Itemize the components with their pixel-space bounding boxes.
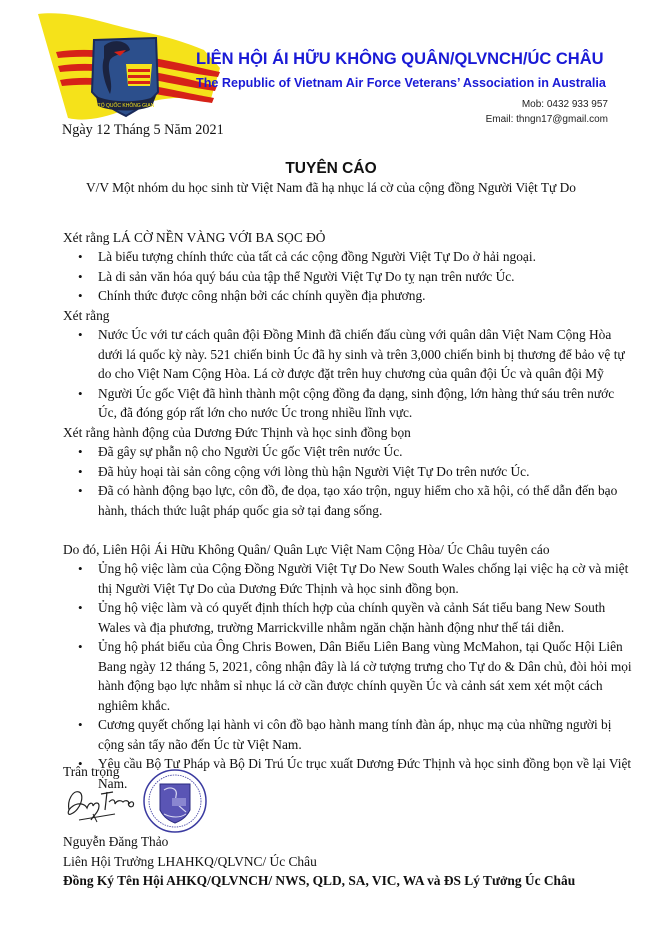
- list-item: • Đã có hành động bạo lực, côn đồ, đe dọa, tạo xáo trộn, nguy hiểm cho xã hội, có thể dẫn đến bạo hành, thách thức luật pháp quốc gia sở tại đang sống.: [63, 481, 633, 520]
- list-item: • Đã gây sự phẫn nộ cho Người Úc gốc Việt trên nước Úc.: [63, 442, 633, 462]
- signer-name: Nguyễn Đăng Thảo: [63, 834, 169, 849]
- org-name-vietnamese: LIÊN HỘI ÁI HỮU KHÔNG QUÂN/QLVNCH/ÚC CHÂU: [196, 50, 604, 68]
- cosigners: Đồng Ký Tên Hội AHKQ/QLVNCH/ NWS, QLD, SA, VIC, WA và ĐS Lý Tưởng Úc Châu: [63, 873, 576, 888]
- list-item: • Là di sản văn hóa quý báu của tập thể Người Việt Tự Do tỵ nạn trên nước Úc.: [63, 267, 633, 287]
- section-heading: Xét rằng LÁ CỜ NỀN VÀNG VỚI BA SỌC ĐỎ: [63, 229, 326, 245]
- list-item: • Ủng hộ phát biểu của Ông Chris Bowen, Dân Biểu Liên Bang vùng McMahon, tại Quốc Hội Liên Bang ngày 12 tháng 5, 2021, công nhận đây là lá cờ tượng trưng cho Tự do & Dân chủ, đòi hỏi mọi hành động bạo lực nhằm sỉ nhục lá cờ cần được chính quyền Úc và cảnh sát xem xét một cách nghiêm khắc.: [63, 637, 633, 715]
- signer-block: [63, 832, 575, 891]
- list-item: • Ủng hộ việc làm và có quyết định thích hợp của chính quyền và cảnh Sát tiểu bang New South Wales và địa phương, trường Marrickville nhằm ngăn chặn hành động như thế tái diễn.: [63, 598, 633, 637]
- bullet-list: [63, 442, 633, 520]
- signature-icon: [63, 780, 141, 826]
- section-heading: Do đó, Liên Hội Ái Hữu Không Quân/ Quân Lực Việt Nam Cộng Hòa/ Úc Châu tuyên cáo: [63, 541, 550, 557]
- document-body: [63, 208, 633, 793]
- list-item: • Nước Úc với tư cách quân đội Đồng Minh đã chiến đấu cùng với quân dân Việt Nam Cộng Hòa dưới lá quốc kỳ này. 521 chiến binh Úc đã hy sinh và trên 3,000 chiến binh bị thương để bảo vệ tự do cho Việt Nam Cộng Hòa. Lá cờ được đặt trên huy chương của quân đội Úc và quân đội Mỹ: [63, 325, 633, 384]
- document-title: TUYÊN CÁO: [285, 160, 377, 177]
- bullet-list: [63, 325, 633, 423]
- bullet-list: [63, 247, 633, 306]
- document-subtitle: V/V Một nhóm du học sinh từ Việt Nam đã hạ nhục lá cờ của cộng đồng Người Việt Tự Do: [85, 180, 577, 195]
- list-item: • Đã hủy hoại tài sản công cộng với lòng thù hận Người Việt Tự Do trên nước Úc.: [63, 462, 633, 482]
- section-heading: Xét rằng: [63, 307, 110, 323]
- list-item: • Chính thức được công nhận bởi các chính quyền địa phương.: [63, 286, 633, 306]
- list-item: • Cương quyết chống lại hành vi côn đồ bạo hành mang tính đàn áp, nhục mạ của những người bị cộng sản tẩy não đến Úc từ Việt Nam.: [63, 715, 633, 754]
- list-item: • Yêu cầu Bộ Tư Pháp và Bộ Di Trú Úc trục xuất Dương Đức Thịnh và học sinh đồng bọn về lại Việt Nam.: [63, 754, 633, 793]
- list-item: • Ủng hộ việc làm của Cộng Đồng Người Việt Tự Do New South Wales chống lại việc hạ cờ và miệt thị Người Việt Tự Do của Dương Đức Thịnh và học sinh đồng bọn.: [63, 559, 633, 598]
- salutation: Trân trọng: [63, 764, 120, 779]
- document-date: Ngày 12 Tháng 5 Năm 2021: [62, 122, 224, 138]
- logo-motto: TỔ QUỐC KHÔNG GIAN: [97, 103, 155, 109]
- list-item: • Là biểu tượng chính thức của tất cả các cộng đồng Người Việt Tự Do ở hải ngoại.: [63, 247, 633, 267]
- bullet-list: [63, 559, 633, 793]
- list-item: • Người Úc gốc Việt đã hình thành một cộng đồng đa dạng, sinh động, lớn hàng thứ sáu trên nước Úc, đã đóng góp rất lớn cho nước Úc trong nhiều lĩnh vực.: [63, 384, 633, 423]
- contact-mobile: Mob: 0432 933 957: [521, 99, 608, 110]
- seal-icon: [142, 766, 208, 836]
- signer-title: Liên Hội Trưởng LHAHKQ/QLVNC/ Úc Châu: [63, 853, 317, 869]
- contact-email: Email: thngn17@gmail.com: [485, 114, 608, 125]
- org-name-english: The Republic of Vietnam Air Force Veterans’ Association in Australia: [196, 76, 606, 90]
- section-heading: Xét rằng hành động của Dương Đức Thịnh và học sinh đồng bọn: [63, 424, 411, 440]
